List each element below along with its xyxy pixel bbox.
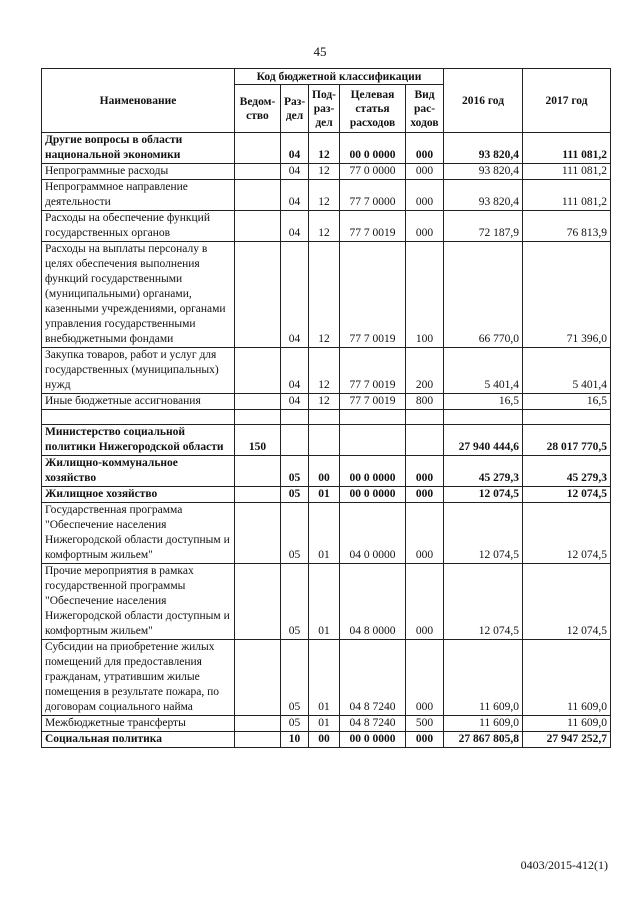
row-name: Межбюджетные трансферты: [42, 716, 235, 732]
row-target: 77 7 0000: [340, 180, 406, 211]
row-target: 77 7 0019: [340, 348, 406, 394]
row-subsection: 12: [309, 180, 340, 211]
header-exp-type: Вид рас-ходов: [406, 85, 444, 133]
row-2017: 71 396,0: [523, 242, 611, 348]
row-section: 05: [281, 716, 309, 732]
row-dept: [235, 456, 281, 487]
row-subsection: 01: [309, 503, 340, 564]
row-dept: [235, 242, 281, 348]
row-exp-type: 000: [406, 564, 444, 640]
row-2017: 111 081,2: [523, 180, 611, 211]
row-exp-type: 000: [406, 133, 444, 164]
row-exp-type: 000: [406, 164, 444, 180]
row-2016: 93 820,4: [444, 164, 523, 180]
table-row: [42, 348, 611, 394]
row-dept: [235, 732, 281, 748]
row-dept: [235, 394, 281, 410]
row-dept: 150: [235, 425, 281, 456]
row-2016: 72 187,9: [444, 211, 523, 242]
row-2017: 12 074,5: [523, 564, 611, 640]
row-section: 05: [281, 503, 309, 564]
row-name: Министерство социальной политики Нижегородской области: [42, 425, 235, 456]
row-target: 00 0 0000: [340, 732, 406, 748]
row-name: Расходы на обеспечение функций государственных органов: [42, 211, 235, 242]
row-target: 04 0 0000: [340, 503, 406, 564]
row-subsection: 12: [309, 133, 340, 164]
header-section: Раз-дел: [281, 85, 309, 133]
row-section: 05: [281, 640, 309, 716]
row-subsection: 12: [309, 394, 340, 410]
row-exp-type: 800: [406, 394, 444, 410]
row-exp-type: 100: [406, 242, 444, 348]
row-section: [281, 425, 309, 456]
row-dept: [235, 640, 281, 716]
row-target: 77 7 0019: [340, 211, 406, 242]
row-subsection: 01: [309, 564, 340, 640]
row-name: Расходы на выплаты персоналу в целях обеспечения выполнения функций государственными (муниципальными) органами, казенными учреждениями, органами управления государственными внебюджетными фондами: [42, 242, 235, 348]
row-2016: 12 074,5: [444, 487, 523, 503]
row-target: 77 7 0019: [340, 242, 406, 348]
table-body: [42, 133, 611, 748]
row-2017: 45 279,3: [523, 456, 611, 487]
row-dept: [235, 211, 281, 242]
row-name: Другие вопросы в области национальной экономики: [42, 133, 235, 164]
row-dept: [235, 180, 281, 211]
row-2017: 111 081,2: [523, 133, 611, 164]
row-subsection: 01: [309, 716, 340, 732]
row-section: 05: [281, 487, 309, 503]
row-name: Закупка товаров, работ и услуг для государственных (муниципальных) нужд: [42, 348, 235, 394]
row-subsection: 12: [309, 242, 340, 348]
row-2016: 11 609,0: [444, 640, 523, 716]
row-target: 77 7 0019: [340, 394, 406, 410]
header-dept: Ведом-ство: [235, 85, 281, 133]
row-2016: 12 074,5: [444, 503, 523, 564]
row-exp-type: 000: [406, 640, 444, 716]
row-subsection: 12: [309, 164, 340, 180]
row-2017: 12 074,5: [523, 503, 611, 564]
row-target: [340, 425, 406, 456]
row-2017: 11 609,0: [523, 640, 611, 716]
row-name: Жилищно-коммунальное хозяйство: [42, 456, 235, 487]
row-section: 10: [281, 732, 309, 748]
row-2016: 5 401,4: [444, 348, 523, 394]
row-section: 05: [281, 456, 309, 487]
row-name: Иные бюджетные ассигнования: [42, 394, 235, 410]
document-code: 0403/2015-412(1): [520, 858, 608, 872]
row-name: Жилищное хозяйство: [42, 487, 235, 503]
row-exp-type: 000: [406, 211, 444, 242]
row-target: 00 0 0000: [340, 487, 406, 503]
empty-cell: [235, 410, 281, 425]
row-exp-type: 000: [406, 732, 444, 748]
row-dept: [235, 487, 281, 503]
row-2017: 12 074,5: [523, 487, 611, 503]
row-exp-type: 200: [406, 348, 444, 394]
row-2016: 66 770,0: [444, 242, 523, 348]
row-section: 04: [281, 348, 309, 394]
row-2017: 5 401,4: [523, 348, 611, 394]
row-exp-type: 500: [406, 716, 444, 732]
row-subsection: 12: [309, 211, 340, 242]
budget-table: [41, 68, 611, 748]
header-name: Наименование: [42, 69, 235, 133]
row-name: Субсидии на приобретение жилых помещений для предоставления гражданам, утратившим жилые помещения в результате пожара, по договорам социального найма: [42, 640, 235, 716]
empty-cell: [42, 410, 235, 425]
row-section: 04: [281, 180, 309, 211]
table-row: [42, 394, 611, 410]
header-target: Целевая статья расходов: [340, 85, 406, 133]
row-name: Государственная программа "Обеспечение населения Нижегородской области доступным и комфортным жильем": [42, 503, 235, 564]
header-2017: 2017 год: [523, 69, 611, 133]
empty-cell: [444, 410, 523, 425]
row-subsection: 00: [309, 732, 340, 748]
table-row: [42, 211, 611, 242]
row-section: 04: [281, 133, 309, 164]
row-dept: [235, 348, 281, 394]
row-subsection: 00: [309, 456, 340, 487]
row-target: 04 8 7240: [340, 716, 406, 732]
row-dept: [235, 164, 281, 180]
row-2016: 93 820,4: [444, 133, 523, 164]
row-name: Непрограммное направление деятельности: [42, 180, 235, 211]
row-section: 04: [281, 242, 309, 348]
table-row: [42, 164, 611, 180]
row-2016: 93 820,4: [444, 180, 523, 211]
row-dept: [235, 133, 281, 164]
row-2016: 12 074,5: [444, 564, 523, 640]
table-header: [42, 69, 611, 133]
row-dept: [235, 716, 281, 732]
header-2016: 2016 год: [444, 69, 523, 133]
row-subsection: 01: [309, 640, 340, 716]
row-section: 04: [281, 394, 309, 410]
row-target: 00 0 0000: [340, 456, 406, 487]
empty-cell: [406, 410, 444, 425]
header-code-group: Код бюджетной классификации: [235, 69, 444, 85]
row-2016: 27 940 444,6: [444, 425, 523, 456]
row-2016: 27 867 805,8: [444, 732, 523, 748]
row-name: Непрограммные расходы: [42, 164, 235, 180]
row-section: 04: [281, 211, 309, 242]
row-name: Социальная политика: [42, 732, 235, 748]
row-exp-type: 000: [406, 456, 444, 487]
row-2017: 111 081,2: [523, 164, 611, 180]
row-target: 77 0 0000: [340, 164, 406, 180]
spacer-row: [42, 410, 611, 425]
empty-cell: [523, 410, 611, 425]
row-exp-type: [406, 425, 444, 456]
row-2016: 16,5: [444, 394, 523, 410]
empty-cell: [309, 410, 340, 425]
table-row: [42, 456, 611, 487]
row-subsection: 12: [309, 348, 340, 394]
row-2016: 45 279,3: [444, 456, 523, 487]
page-number: 45: [313, 44, 327, 59]
row-name: Прочие мероприятия в рамках государственной программы "Обеспечение населения Нижегородской области доступным и комфортным жильем": [42, 564, 235, 640]
row-dept: [235, 564, 281, 640]
empty-cell: [340, 410, 406, 425]
row-exp-type: 000: [406, 180, 444, 211]
row-dept: [235, 503, 281, 564]
row-2017: 28 017 770,5: [523, 425, 611, 456]
header-subsection: Под-раз-дел: [309, 85, 340, 133]
table-row: [42, 640, 611, 716]
row-subsection: 01: [309, 487, 340, 503]
row-2017: 76 813,9: [523, 211, 611, 242]
row-target: 00 0 0000: [340, 133, 406, 164]
row-section: 04: [281, 164, 309, 180]
row-subsection: [309, 425, 340, 456]
table-row: [42, 732, 611, 748]
row-2016: 11 609,0: [444, 716, 523, 732]
table-row: [42, 716, 611, 732]
row-2017: 11 609,0: [523, 716, 611, 732]
row-2017: 16,5: [523, 394, 611, 410]
row-target: 04 8 7240: [340, 640, 406, 716]
row-section: 05: [281, 564, 309, 640]
table-row: [42, 133, 611, 164]
table-row: [42, 180, 611, 211]
table-row: [42, 503, 611, 564]
row-2017: 27 947 252,7: [523, 732, 611, 748]
row-target: 04 8 0000: [340, 564, 406, 640]
empty-cell: [281, 410, 309, 425]
table-row: [42, 242, 611, 348]
row-exp-type: 000: [406, 487, 444, 503]
table-row: [42, 425, 611, 456]
table-row: [42, 564, 611, 640]
row-exp-type: 000: [406, 503, 444, 564]
table-row: [42, 487, 611, 503]
